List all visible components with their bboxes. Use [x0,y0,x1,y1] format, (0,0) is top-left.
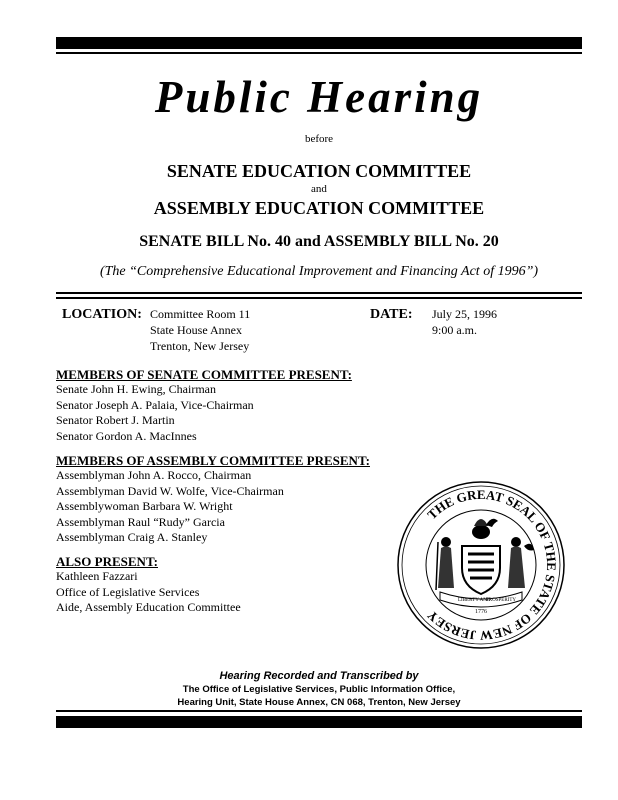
bottom-thick-rule [56,716,582,728]
list-item: Assemblywoman Barbara W. Wright [56,499,233,514]
seal-banner-right: PROSPERITY [486,598,517,603]
date-line: July 25, 1996 [432,307,498,321]
senate-members-heading: MEMBERS OF SENATE COMMITTEE PRESENT: [56,367,352,382]
list-item: Office of Legislative Services [56,584,200,599]
senate-members-list [56,382,254,444]
list-item: Kathleen Fazzari [56,569,138,583]
committee-assembly: ASSEMBLY EDUCATION COMMITTEE [153,198,485,218]
bottom-thin-rule [56,710,582,712]
list-item: Senator Joseph A. Palaia, Vice-Chairman [56,397,254,412]
date-line: 9:00 a.m. [432,323,477,337]
date-label: DATE: [370,307,413,322]
location-line: Trenton, New Jersey [150,339,250,353]
seal-banner-left: LIBERTY AND [458,598,491,603]
mid-rule-1 [56,292,582,294]
location-label: LOCATION: [62,307,142,322]
date-value [432,306,497,338]
nj-state-seal-icon [396,480,566,650]
seal-year: 1776 [475,609,487,615]
list-item: Assemblyman John A. Rocco, Chairman [56,468,252,482]
mid-rule-2 [56,297,582,299]
top-thick-rule [56,37,582,49]
list-item: Senator Gordon A. MacInnes [56,428,197,443]
before-text: before [304,133,334,145]
list-item: Senator Robert J. Martin [56,413,175,428]
committee-senate: SENATE EDUCATION COMMITTEE [166,161,472,181]
footer-office: The Office of Legislative Services, Public Information Office, [182,684,456,695]
list-item: Aide, Assembly Education Committee [56,600,241,615]
list-item: Assemblyman Raul “Rudy” Garcia [56,514,225,529]
bill-numbers: SENATE BILL No. 40 and ASSEMBLY BILL No. 20 [139,233,499,250]
seal-ring-text: THE GREAT SEAL OF THE STATE OF NEW JERSEY [424,486,560,644]
also-present-list [56,569,241,616]
footer-address: Hearing Unit, State House Annex, CN 068, Trenton, New Jersey [177,697,461,708]
page-title: Public Hearing [154,72,484,122]
list-item: Assemblyman David W. Wolfe, Vice-Chairman [56,483,284,498]
location-line: State House Annex [150,323,242,337]
assembly-members-list [56,468,284,546]
act-subtitle: (The “Comprehensive Educational Improvement and Financing Act of 1996”) [99,264,539,279]
also-present-heading: ALSO PRESENT: [56,554,158,569]
location-line: Committee Room 11 [150,307,251,321]
footer-recorded-by: Hearing Recorded and Transcribed by [219,670,419,682]
list-item: Assemblyman Craig A. Stanley [56,530,208,545]
and-text: and [311,183,327,195]
list-item: Senate John H. Ewing, Chairman [56,382,216,396]
assembly-members-heading: MEMBERS OF ASSEMBLY COMMITTEE PRESENT: [56,453,370,468]
location-value [150,306,250,354]
top-thin-rule [56,52,582,54]
